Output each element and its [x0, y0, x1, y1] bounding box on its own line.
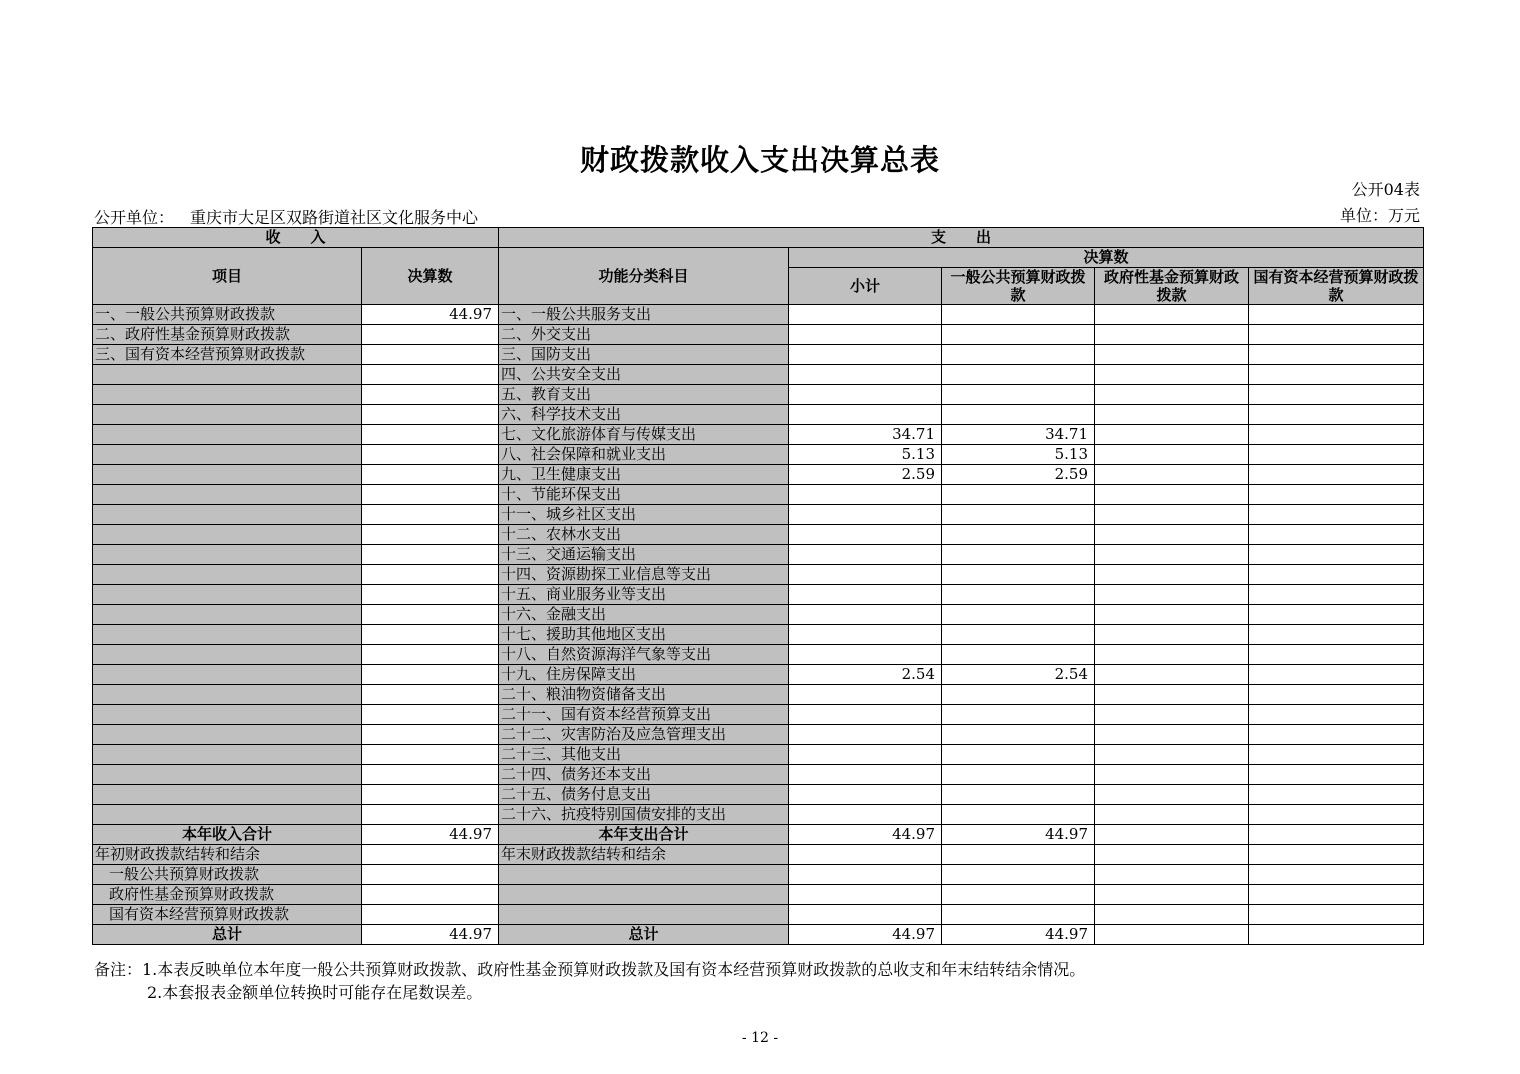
expense-state	[1249, 805, 1424, 825]
income-amount	[362, 445, 499, 465]
table-cell	[362, 905, 499, 925]
expense-category: 十九、住房保障支出	[499, 665, 789, 685]
income-item	[93, 385, 362, 405]
income-item	[93, 765, 362, 785]
grand-income-value: 44.97	[362, 925, 499, 945]
grand-expense-general: 44.97	[942, 925, 1095, 945]
expense-general	[942, 485, 1095, 505]
year-total-row	[93, 825, 1424, 845]
header-row-2	[93, 248, 1424, 268]
expense-general	[942, 345, 1095, 365]
header-row-1	[93, 228, 1424, 248]
income-item	[93, 405, 362, 425]
table-row	[93, 465, 1424, 485]
income-amount	[362, 465, 499, 485]
table-row	[93, 545, 1424, 565]
table-cell	[942, 905, 1095, 925]
income-amount	[362, 625, 499, 645]
carryover-row	[93, 845, 1424, 865]
income-item	[93, 625, 362, 645]
income-amount	[362, 765, 499, 785]
expense-fund	[1095, 645, 1249, 665]
expense-state	[1249, 645, 1424, 665]
expense-state	[1249, 405, 1424, 425]
income-amount	[362, 425, 499, 445]
table-cell	[789, 865, 942, 885]
table-cell	[1249, 885, 1424, 905]
expense-general	[942, 405, 1095, 425]
table-cell	[499, 885, 789, 905]
expense-general	[942, 685, 1095, 705]
expense-subtotal: 34.71	[789, 425, 942, 445]
table-row	[93, 345, 1424, 365]
income-item	[93, 465, 362, 485]
expense-subtotal	[789, 405, 942, 425]
grand-income-label: 总计	[93, 925, 362, 945]
carryover-fund-row	[93, 885, 1424, 905]
expense-subtotal	[789, 645, 942, 665]
expense-fund	[1095, 365, 1249, 385]
expense-general	[942, 305, 1095, 325]
expense-fund	[1095, 425, 1249, 445]
table-cell	[1095, 825, 1249, 845]
income-amount	[362, 725, 499, 745]
expense-general: 5.13	[942, 445, 1095, 465]
table-row	[93, 485, 1424, 505]
year-expense-label: 本年支出合计	[499, 825, 789, 845]
expense-fund	[1095, 505, 1249, 525]
table-cell	[789, 885, 942, 905]
income-amount	[362, 525, 499, 545]
expense-subtotal	[789, 345, 942, 365]
expense-subtotal	[789, 765, 942, 785]
expense-subtotal	[789, 745, 942, 765]
budget-summary-table	[92, 227, 1424, 945]
end-carryover-label: 年末财政拨款结转和结余	[499, 845, 789, 865]
expense-category: 一、一般公共服务支出	[499, 305, 789, 325]
expense-state	[1249, 525, 1424, 545]
table-cell	[1095, 905, 1249, 925]
expense-subtotal	[789, 585, 942, 605]
begin-fund-label: 政府性基金预算财政拨款	[93, 885, 362, 905]
expense-general	[942, 765, 1095, 785]
expense-fund	[1095, 765, 1249, 785]
expense-category: 二十四、债务还本支出	[499, 765, 789, 785]
expense-general	[942, 545, 1095, 565]
table-row	[93, 505, 1424, 525]
expense-general: 2.54	[942, 665, 1095, 685]
expense-state	[1249, 585, 1424, 605]
income-item	[93, 485, 362, 505]
expense-subtotal	[789, 725, 942, 745]
expense-category: 十、节能环保支出	[499, 485, 789, 505]
expense-fund	[1095, 565, 1249, 585]
expense-subtotal	[789, 625, 942, 645]
income-item	[93, 525, 362, 545]
expense-general: 34.71	[942, 425, 1095, 445]
expense-subtotal: 5.13	[789, 445, 942, 465]
expense-subtotal	[789, 365, 942, 385]
expense-general	[942, 605, 1095, 625]
income-amount: 44.97	[362, 305, 499, 325]
expense-general	[942, 585, 1095, 605]
reporting-unit	[94, 205, 478, 228]
income-item: 三、国有资本经营预算财政拨款	[93, 345, 362, 365]
expense-subtotal: 2.59	[789, 465, 942, 485]
expense-fund	[1095, 665, 1249, 685]
income-amount	[362, 545, 499, 565]
expense-category: 十一、城乡社区支出	[499, 505, 789, 525]
begin-state-label: 国有资本经营预算财政拨款	[93, 905, 362, 925]
expense-subtotal	[789, 565, 942, 585]
expense-category: 二十一、国有资本经营预算支出	[499, 705, 789, 725]
expense-general	[942, 785, 1095, 805]
table-cell	[1249, 825, 1424, 845]
income-amount	[362, 585, 499, 605]
expense-general	[942, 365, 1095, 385]
income-item	[93, 705, 362, 725]
table-cell	[362, 845, 499, 865]
expense-state	[1249, 705, 1424, 725]
expense-fund	[1095, 445, 1249, 465]
header-general: 一般公共预算财政拨款	[942, 268, 1095, 305]
grand-expense-label: 总计	[499, 925, 789, 945]
expense-subtotal	[789, 525, 942, 545]
expense-category: 六、科学技术支出	[499, 405, 789, 425]
footnote-line-1: 备注：1.本表反映单位本年度一般公共预算财政拨款、政府性基金预算财政拨款及国有资本经营预算财政拨款的总收支和年末结转结余情况。	[94, 960, 1086, 979]
expense-general	[942, 645, 1095, 665]
expense-fund	[1095, 605, 1249, 625]
header-item: 项目	[93, 248, 362, 305]
expense-fund	[1095, 705, 1249, 725]
expense-state	[1249, 425, 1424, 445]
header-final: 决算数	[789, 248, 1424, 268]
income-amount	[362, 705, 499, 725]
table-cell	[1095, 845, 1249, 865]
table-row	[93, 585, 1424, 605]
expense-category: 八、社会保障和就业支出	[499, 445, 789, 465]
expense-state	[1249, 785, 1424, 805]
expense-subtotal	[789, 505, 942, 525]
table-cell	[942, 865, 1095, 885]
header-category: 功能分类科目	[499, 248, 789, 305]
table-row	[93, 525, 1424, 545]
table-row	[93, 765, 1424, 785]
income-item	[93, 365, 362, 385]
header-income: 收 入	[93, 228, 499, 248]
expense-fund	[1095, 345, 1249, 365]
table-cell	[1095, 925, 1249, 945]
income-amount	[362, 805, 499, 825]
expense-fund	[1095, 685, 1249, 705]
table-cell	[499, 865, 789, 885]
currency-unit: 单位：万元	[1339, 206, 1420, 225]
table-cell	[942, 885, 1095, 905]
income-amount	[362, 745, 499, 765]
income-item	[93, 745, 362, 765]
page-number: - 12 -	[741, 1030, 779, 1046]
income-item	[93, 505, 362, 525]
footnote-line-2: 2.本套报表金额单位转换时可能存在尾数误差。	[147, 983, 483, 1002]
table-row	[93, 805, 1424, 825]
expense-fund	[1095, 545, 1249, 565]
expense-subtotal	[789, 545, 942, 565]
income-amount	[362, 385, 499, 405]
expense-subtotal	[789, 485, 942, 505]
income-amount	[362, 605, 499, 625]
expense-category: 二十二、灾害防治及应急管理支出	[499, 725, 789, 745]
table-row	[93, 645, 1424, 665]
expense-category: 十三、交通运输支出	[499, 545, 789, 565]
table-row	[93, 365, 1424, 385]
income-amount	[362, 365, 499, 385]
expense-category: 二十六、抗疫特别国债安排的支出	[499, 805, 789, 825]
header-state: 国有资本经营预算财政拨款	[1249, 268, 1424, 305]
table-row	[93, 705, 1424, 725]
table-row	[93, 605, 1424, 625]
table-row	[93, 405, 1424, 425]
begin-carryover-label: 年初财政拨款结转和结余	[93, 845, 362, 865]
income-amount	[362, 505, 499, 525]
expense-general	[942, 385, 1095, 405]
income-amount	[362, 665, 499, 685]
expense-category: 四、公共安全支出	[499, 365, 789, 385]
expense-general	[942, 745, 1095, 765]
income-amount	[362, 325, 499, 345]
table-cell	[1249, 925, 1424, 945]
expense-category: 十六、金融支出	[499, 605, 789, 625]
income-item	[93, 425, 362, 445]
expense-fund	[1095, 745, 1249, 765]
table-row	[93, 665, 1424, 685]
table-cell	[1095, 865, 1249, 885]
expense-state	[1249, 305, 1424, 325]
table-row	[93, 565, 1424, 585]
expense-fund	[1095, 785, 1249, 805]
table-row	[93, 445, 1424, 465]
expense-category: 二、外交支出	[499, 325, 789, 345]
expense-state	[1249, 745, 1424, 765]
expense-state	[1249, 365, 1424, 385]
expense-fund	[1095, 525, 1249, 545]
expense-state	[1249, 565, 1424, 585]
expense-category: 三、国防支出	[499, 345, 789, 365]
expense-subtotal: 2.54	[789, 665, 942, 685]
expense-category: 二十五、债务付息支出	[499, 785, 789, 805]
expense-general	[942, 565, 1095, 585]
expense-state	[1249, 685, 1424, 705]
expense-fund	[1095, 305, 1249, 325]
table-cell	[362, 885, 499, 905]
expense-fund	[1095, 325, 1249, 345]
expense-fund	[1095, 805, 1249, 825]
expense-fund	[1095, 405, 1249, 425]
expense-state	[1249, 465, 1424, 485]
year-income-label: 本年收入合计	[93, 825, 362, 845]
income-item	[93, 585, 362, 605]
expense-subtotal	[789, 605, 942, 625]
expense-general	[942, 625, 1095, 645]
expense-state	[1249, 445, 1424, 465]
income-amount	[362, 645, 499, 665]
expense-category: 十四、资源勘探工业信息等支出	[499, 565, 789, 585]
income-item	[93, 565, 362, 585]
income-item	[93, 605, 362, 625]
expense-fund	[1095, 585, 1249, 605]
expense-category: 五、教育支出	[499, 385, 789, 405]
expense-subtotal	[789, 785, 942, 805]
expense-subtotal	[789, 325, 942, 345]
year-income-value: 44.97	[362, 825, 499, 845]
table-row	[93, 785, 1424, 805]
reporting-unit-label: 公开单位：	[94, 208, 175, 227]
income-item	[93, 685, 362, 705]
expense-category: 七、文化旅游体育与传媒支出	[499, 425, 789, 445]
income-item	[93, 645, 362, 665]
expense-subtotal	[789, 685, 942, 705]
income-item	[93, 785, 362, 805]
footnote	[94, 958, 1085, 1004]
table-cell	[789, 905, 942, 925]
income-amount	[362, 565, 499, 585]
table-cell	[942, 845, 1095, 865]
income-item	[93, 545, 362, 565]
expense-state	[1249, 665, 1424, 685]
grand-total-row	[93, 925, 1424, 945]
income-amount	[362, 345, 499, 365]
table-row	[93, 425, 1424, 445]
table-row	[93, 745, 1424, 765]
income-amount	[362, 405, 499, 425]
expense-state	[1249, 325, 1424, 345]
expense-category: 九、卫生健康支出	[499, 465, 789, 485]
begin-general-label: 一般公共预算财政拨款	[93, 865, 362, 885]
table-cell	[1095, 885, 1249, 905]
expense-general	[942, 805, 1095, 825]
expense-subtotal	[789, 805, 942, 825]
table-row	[93, 305, 1424, 325]
expense-state	[1249, 385, 1424, 405]
table-cell	[362, 865, 499, 885]
table-cell	[1249, 845, 1424, 865]
expense-subtotal	[789, 385, 942, 405]
table-cell	[789, 845, 942, 865]
income-amount	[362, 485, 499, 505]
expense-state	[1249, 505, 1424, 525]
expense-subtotal	[789, 705, 942, 725]
expense-fund	[1095, 465, 1249, 485]
expense-state	[1249, 725, 1424, 745]
expense-general	[942, 705, 1095, 725]
table-cell	[1249, 905, 1424, 925]
table-row	[93, 385, 1424, 405]
expense-general	[942, 505, 1095, 525]
header-fund: 政府性基金预算财政拨款	[1095, 268, 1249, 305]
expense-fund	[1095, 725, 1249, 745]
header-subtotal: 小计	[789, 268, 942, 305]
year-expense-general: 44.97	[942, 825, 1095, 845]
expense-state	[1249, 605, 1424, 625]
income-amount	[362, 685, 499, 705]
expense-general: 2.59	[942, 465, 1095, 485]
expense-state	[1249, 485, 1424, 505]
table-row	[93, 325, 1424, 345]
expense-category: 十二、农林水支出	[499, 525, 789, 545]
expense-category: 二十三、其他支出	[499, 745, 789, 765]
expense-fund	[1095, 625, 1249, 645]
grand-expense-subtotal: 44.97	[789, 925, 942, 945]
table-row	[93, 725, 1424, 745]
income-item	[93, 665, 362, 685]
expense-subtotal	[789, 305, 942, 325]
expense-state	[1249, 765, 1424, 785]
expense-category: 十五、商业服务业等支出	[499, 585, 789, 605]
expense-category: 十八、自然资源海洋气象等支出	[499, 645, 789, 665]
carryover-state-row	[93, 905, 1424, 925]
income-amount	[362, 785, 499, 805]
table-row	[93, 625, 1424, 645]
header-amount: 决算数	[362, 248, 499, 305]
income-item: 二、政府性基金预算财政拨款	[93, 325, 362, 345]
expense-state	[1249, 625, 1424, 645]
income-item	[93, 445, 362, 465]
header-expense: 支 出	[499, 228, 1424, 248]
expense-category: 十七、援助其他地区支出	[499, 625, 789, 645]
table-cell	[499, 905, 789, 925]
reporting-unit-name: 重庆市大足区双路街道社区文化服务中心	[190, 208, 479, 227]
expense-general	[942, 725, 1095, 745]
page-title: 财政拨款收入支出决算总表	[579, 143, 940, 177]
table-cell	[1249, 865, 1424, 885]
income-item	[93, 725, 362, 745]
carryover-general-row	[93, 865, 1424, 885]
expense-fund	[1095, 385, 1249, 405]
expense-category: 二十、粮油物资储备支出	[499, 685, 789, 705]
table-row	[93, 685, 1424, 705]
year-expense-subtotal: 44.97	[789, 825, 942, 845]
expense-state	[1249, 345, 1424, 365]
expense-general	[942, 325, 1095, 345]
expense-general	[942, 525, 1095, 545]
table-number: 公开04表	[1351, 180, 1420, 199]
income-item: 一、一般公共预算财政拨款	[93, 305, 362, 325]
expense-state	[1249, 545, 1424, 565]
expense-fund	[1095, 485, 1249, 505]
income-item	[93, 805, 362, 825]
